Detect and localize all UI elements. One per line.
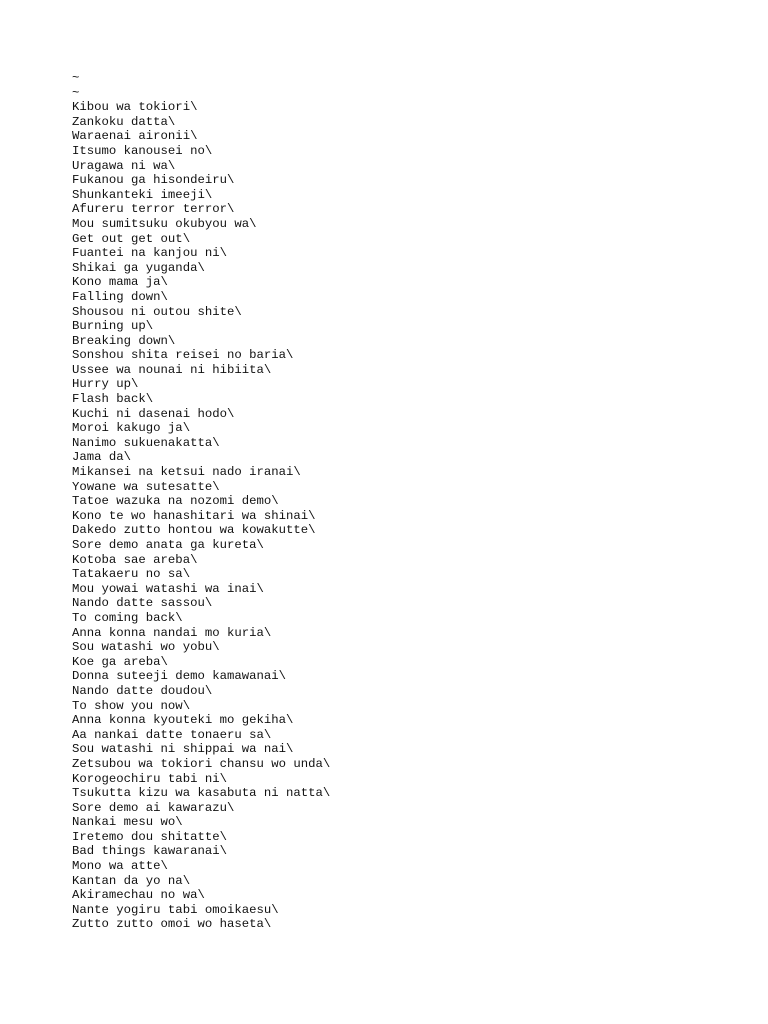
text-line: Mou yowai watashi wa inai\	[72, 581, 264, 596]
text-line: Anna konna kyouteki mo gekiha\	[72, 713, 294, 728]
text-line: Itsumo kanousei no\	[72, 143, 213, 158]
text-line: Nando datte doudou\	[72, 683, 213, 698]
text-line: ~	[72, 85, 80, 100]
text-line: Donna suteeji demo kamawanai\	[72, 669, 287, 684]
text-line: Sou watashi wo yobu\	[72, 640, 220, 655]
text-line: Nanimo sukuenakatta\	[72, 435, 220, 450]
text-line: Shunkanteki imeeji\	[72, 187, 213, 202]
text-line: Aa nankai datte tonaeru sa\	[72, 727, 272, 742]
text-line: Bad things kawaranai\	[72, 844, 227, 859]
text-line: Burning up\	[72, 319, 154, 334]
text-line: Nando datte sassou\	[72, 596, 213, 611]
text-line: Fukanou ga hisondeiru\	[72, 173, 235, 188]
text-line: Dakedo zutto hontou wa kowakutte\	[72, 523, 316, 538]
text-line: Zutto zutto omoi wo haseta\	[72, 917, 272, 932]
text-line: Tatakaeru no sa\	[72, 567, 191, 582]
text-line: Sore demo anata ga kureta\	[72, 538, 264, 552]
text-line: Korogeochiru tabi ni\	[72, 771, 227, 786]
text-line: Fuantei na kanjou ni\	[72, 246, 227, 261]
text-line: Anna konna nandai mo kuria\	[72, 625, 272, 640]
text-line: Zankoku datta\	[72, 114, 176, 129]
text-line: Kotoba sae areba\	[72, 552, 198, 567]
text-line: Ussee wa nounai ni hibiita\	[72, 362, 272, 377]
text-line: Yowane wa sutesatte\	[72, 479, 220, 494]
text-line: Shikai ga yuganda\	[72, 260, 205, 275]
text-line: Tatoe wazuka na nozomi demo\	[72, 494, 279, 509]
text-line: Kono mama ja\	[72, 275, 168, 290]
text-line: Kibou wa tokiori\	[72, 100, 198, 115]
text-line: Mikansei na ketsui nado iranai\	[72, 465, 301, 480]
text-line: Jama da\	[72, 450, 132, 465]
text-line: Kantan da yo na\	[72, 873, 191, 888]
text-line: Moroi kakugo ja\	[72, 421, 191, 436]
text-line: Flash back\	[72, 392, 154, 407]
text-line: Get out get out\	[72, 231, 191, 246]
lyrics-document	[72, 71, 752, 932]
text-line: Mou sumitsuku okubyou wa\	[72, 216, 257, 231]
text-line: Nankai mesu wo\	[72, 815, 183, 830]
text-line: Tsukutta kizu wa kasabuta ni natta\	[72, 786, 331, 801]
text-line: Mono wa atte\	[72, 859, 168, 874]
text-line: Kono te wo hanashitari wa shinai\	[72, 508, 316, 523]
text-line: Koe ga areba\	[72, 654, 168, 669]
text-line: ~	[72, 71, 80, 85]
text-line: Sore demo ai kawarazu\	[72, 800, 235, 815]
text-line: Hurry up\	[72, 377, 139, 392]
text-line: Zetsubou wa tokiori chansu wo unda\	[72, 756, 331, 771]
text-line: Afureru terror terror\	[72, 202, 235, 217]
text-line: Iretemo dou shitatte\	[72, 829, 227, 844]
text-line: Nante yogiru tabi omoikaesu\	[72, 902, 279, 917]
text-line: Shousou ni outou shite\	[72, 304, 242, 319]
text-line: Falling down\	[72, 289, 168, 304]
text-line: Breaking down\	[72, 333, 176, 348]
text-line: To coming back\	[72, 610, 183, 625]
text-line: To show you now\	[72, 698, 191, 713]
text-line: Kuchi ni dasenai hodo\	[72, 406, 235, 421]
text-line: Sonshou shita reisei no baria\	[72, 348, 294, 363]
text-line: Akiramechau no wa\	[72, 888, 205, 903]
text-line: Uragawa ni wa\	[72, 158, 176, 173]
text-line: Waraenai aironii\	[72, 129, 198, 144]
text-line: Sou watashi ni shippai wa nai\	[72, 742, 294, 757]
